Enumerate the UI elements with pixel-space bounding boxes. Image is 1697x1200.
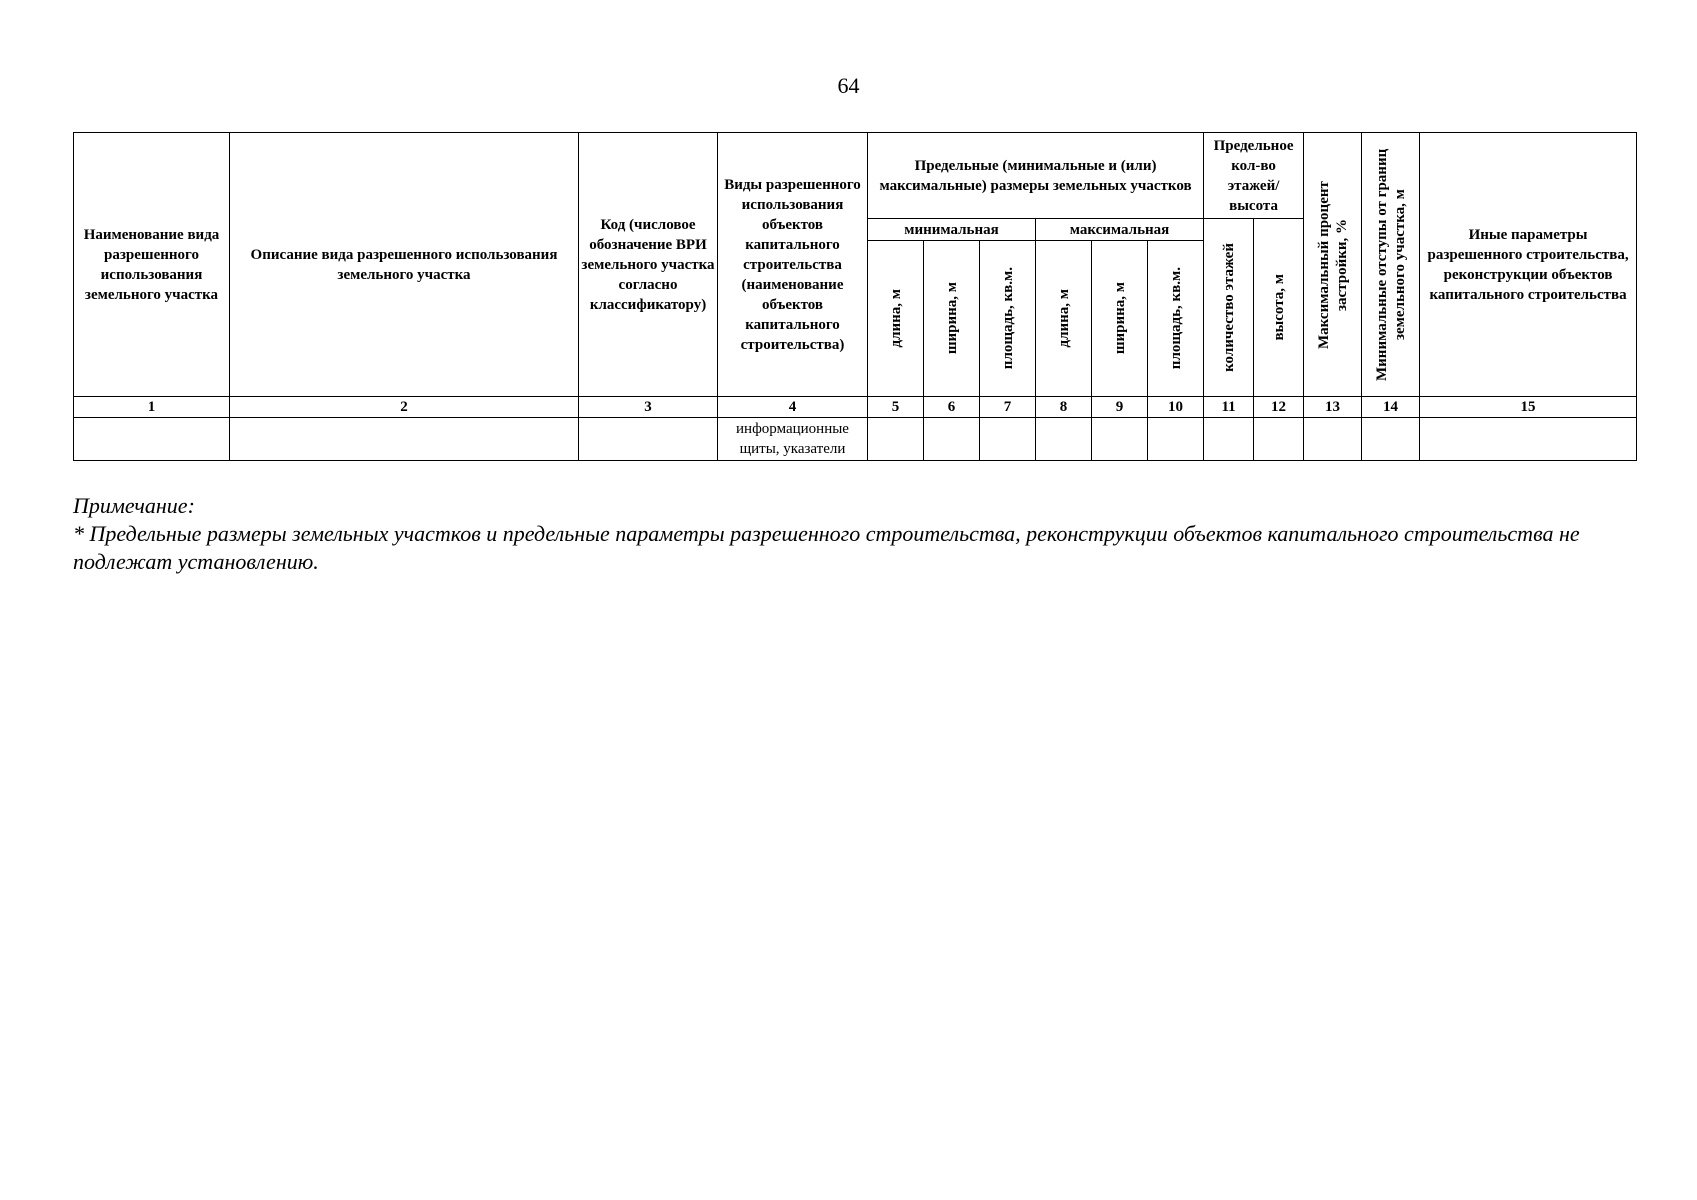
header-col12: [1254, 219, 1304, 397]
header-col13-label: Максимальный процент застройки, %: [1315, 180, 1350, 349]
header-col5: [868, 241, 924, 397]
table-cell: [74, 418, 230, 461]
header-col2: Описание вида разрешенного использования земельного участка: [230, 133, 579, 397]
table-cell: [1254, 418, 1304, 461]
header-col14-label: Минимальные отступы от границ земельного участка, м: [1373, 148, 1408, 381]
table-cell: [1036, 418, 1092, 461]
parameters-table: [73, 132, 1637, 461]
table-cell: [1304, 418, 1362, 461]
column-number: 15: [1420, 397, 1637, 418]
header-group-floors: Предельное кол-во этажей/ высота: [1204, 133, 1304, 219]
column-number: 5: [868, 397, 924, 418]
header-col8-label: длина, м: [1055, 289, 1072, 348]
header-col1: Наименование вида разрешенного использования земельного участка: [74, 133, 230, 397]
header-col7: [980, 241, 1036, 397]
column-number: 12: [1254, 397, 1304, 418]
header-group-sizes: Предельные (минимальные и (или) максимальные) размеры земельных участков: [868, 133, 1204, 219]
table-cell: [579, 418, 718, 461]
header-col12-label: высота, м: [1270, 274, 1287, 341]
column-number: 4: [718, 397, 868, 418]
note-block: [73, 492, 1626, 576]
header-col11-label: количество этажей: [1220, 243, 1237, 372]
table-cell: [1204, 418, 1254, 461]
column-number: 6: [924, 397, 980, 418]
table-row: [74, 418, 1637, 461]
table-cell: [980, 418, 1036, 461]
column-number: 1: [74, 397, 230, 418]
header-col6-label: ширина, м: [943, 282, 960, 355]
column-number-row: [74, 397, 1637, 418]
column-number: 14: [1362, 397, 1420, 418]
header-col10: [1148, 241, 1204, 397]
note-title: Примечание:: [73, 493, 195, 518]
header-col7-label: площадь, кв.м.: [999, 267, 1016, 370]
table-cell: [230, 418, 579, 461]
table-cell: [1362, 418, 1420, 461]
table-cell: [868, 418, 924, 461]
page-number: 64: [837, 73, 860, 98]
table-cell: [924, 418, 980, 461]
header-col5-label: длина, м: [887, 289, 904, 348]
header-col14: [1362, 133, 1420, 397]
header-col10-label: площадь, кв.м.: [1167, 267, 1184, 370]
column-number: 7: [980, 397, 1036, 418]
header-sub-min: минимальная: [868, 219, 1036, 241]
header-col15: Иные параметры разрешенного строительства, реконструкции объектов капитального строительства: [1420, 133, 1637, 397]
header-col6: [924, 241, 980, 397]
column-number: 11: [1204, 397, 1254, 418]
header-col4: Виды разрешенного использования объектов капитального строительства (наименование объектов капитального строительства): [718, 133, 868, 397]
column-number: 8: [1036, 397, 1092, 418]
header-col8: [1036, 241, 1092, 397]
table-cell-object-types: информационные щиты, указатели: [718, 418, 868, 461]
header-sub-max: максимальная: [1036, 219, 1204, 241]
header-col3: Код (числовое обозначение ВРИ земельного участка согласно классификатору): [579, 133, 718, 397]
column-number: 3: [579, 397, 718, 418]
header-col9: [1092, 241, 1148, 397]
table-cell: [1092, 418, 1148, 461]
column-number: 9: [1092, 397, 1148, 418]
table-cell: [1420, 418, 1637, 461]
header-col11: [1204, 219, 1254, 397]
column-number: 13: [1304, 397, 1362, 418]
header-col13: [1304, 133, 1362, 397]
column-number: 10: [1148, 397, 1204, 418]
column-number: 2: [230, 397, 579, 418]
note-text: * Предельные размеры земельных участков и предельные параметры разрешенного строительства, реконструкции объектов капитального строительства не подлежат установлению.: [73, 521, 1580, 574]
header-col9-label: ширина, м: [1111, 282, 1128, 355]
table-cell: [1148, 418, 1204, 461]
